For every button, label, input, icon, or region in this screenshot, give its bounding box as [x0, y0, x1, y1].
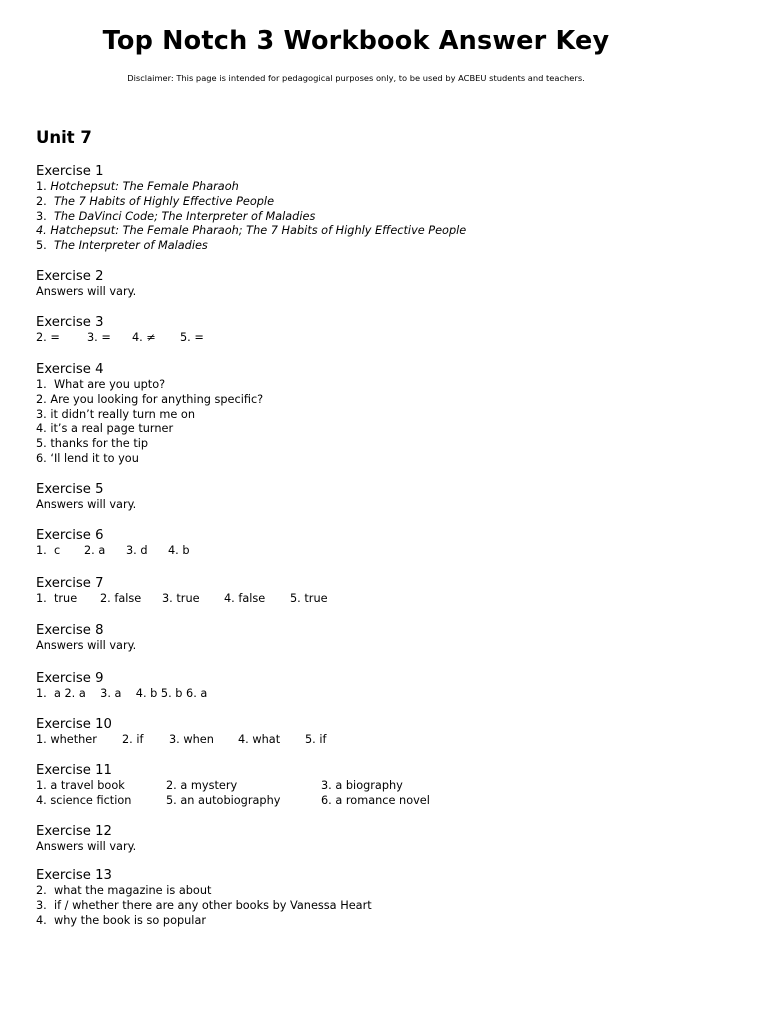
unit-heading: Unit 7 [36, 128, 92, 147]
exercise-8 [36, 622, 136, 654]
answer-line: 2. what the magazine is about [36, 884, 212, 897]
answer-number: 5. [36, 239, 54, 253]
answer-line [36, 733, 327, 748]
answer-number: 3. [36, 209, 54, 223]
exercise-heading: Exercise 3 [36, 315, 104, 330]
answer-line [36, 793, 430, 809]
answer-number: 4. [36, 224, 51, 238]
answer-item: 3. a biography [321, 779, 403, 792]
answer-item: 5. an autobiography [166, 793, 281, 807]
answer-line [36, 210, 466, 225]
answer-line [36, 195, 466, 210]
exercise-13 [36, 867, 372, 928]
exercise-2 [36, 268, 136, 300]
book-title: Hotchepsut: The Female Pharaoh [50, 180, 239, 193]
answer-line: 4. it’s a real page turner [36, 422, 174, 436]
exercise-11 [36, 762, 430, 809]
answer-item: 4. science fiction [36, 793, 132, 807]
exercise-3 [36, 314, 204, 346]
answer-line [36, 224, 466, 239]
answer-item: 4. false [224, 592, 266, 605]
answer-line [36, 544, 190, 559]
answer-line: Answers will vary. [36, 639, 137, 652]
answer-item: 6. a romance novel [321, 793, 430, 807]
answer-item: 4. b [168, 544, 190, 557]
answer-item: 2. a mystery [166, 779, 238, 792]
answer-line: 5. thanks for the tip [36, 437, 149, 451]
answer-item: 2. a [84, 544, 106, 557]
answer-line [36, 592, 328, 607]
answer-line: Answers will vary. [36, 285, 137, 298]
answer-item: 2. if [122, 733, 144, 746]
exercise-6 [36, 527, 190, 559]
exercise-heading: Exercise 8 [36, 623, 104, 638]
disclaimer-text: Disclaimer: This page is intended for pedagogical purposes only, to be used by ACBEU students and teachers. [127, 73, 585, 83]
exercise-7 [36, 575, 328, 607]
book-title: The Interpreter of Maladies [53, 239, 208, 253]
answer-line: Answers will vary. [36, 498, 137, 511]
exercise-heading: Exercise 11 [36, 763, 112, 778]
book-title: The 7 Habits of Highly Effective People [53, 194, 275, 208]
answer-item: 1. true [36, 592, 78, 605]
answer-item: 5. if [305, 733, 327, 746]
answer-item: 4. what [238, 733, 281, 746]
exercise-heading: Exercise 6 [36, 528, 104, 543]
answer-line: 3. if / whether there are any other books by Vanessa Heart [36, 898, 372, 912]
book-title: Hatchepsut: The Female Pharaoh; The 7 Habits of Highly Effective People [50, 224, 467, 238]
exercise-10 [36, 716, 327, 748]
exercise-heading: Exercise 12 [36, 824, 112, 839]
answer-item: 1. whether [36, 733, 97, 746]
answer-item: 3. when [169, 733, 214, 746]
exercise-heading: Exercise 7 [36, 576, 104, 591]
exercise-1 [36, 163, 466, 254]
answer-line: 4. why the book is so popular [36, 913, 207, 927]
exercise-5 [36, 481, 136, 513]
exercise-heading: Exercise 13 [36, 868, 112, 883]
answer-item: 2. = [36, 331, 60, 344]
exercise-heading: Exercise 5 [36, 482, 104, 497]
answer-line: 2. Are you looking for anything specific? [36, 392, 264, 406]
answer-line: 6. ‘Il lend it to you [36, 451, 139, 465]
exercise-4 [36, 361, 263, 467]
answer-item: 3. = [87, 331, 111, 344]
answer-number: 1. [36, 180, 51, 193]
answer-line: 1. a 2. a 3. a 4. b 5. b 6. a [36, 687, 208, 700]
answer-item: 1. a travel book [36, 779, 125, 792]
answer-line: 1. What are you upto? [36, 378, 166, 391]
answer-line [36, 331, 204, 346]
answer-item: 3. d [126, 544, 148, 557]
exercise-heading: Exercise 1 [36, 164, 104, 179]
exercise-9 [36, 670, 207, 702]
answer-line [36, 239, 466, 254]
answer-item: 1. c [36, 544, 61, 557]
answer-item: 5. = [180, 331, 204, 344]
answer-item: 3. true [162, 592, 200, 605]
answer-item: 4. ≠ [132, 331, 156, 344]
exercise-heading: Exercise 2 [36, 269, 104, 284]
exercise-heading: Exercise 4 [36, 362, 104, 377]
answer-line: 3. it didn’t really turn me on [36, 407, 196, 421]
answer-line [36, 779, 403, 794]
answer-item: 2. false [100, 592, 142, 605]
book-title: The DaVinci Code; The Interpreter of Maladies [53, 209, 316, 223]
answer-number: 2. [36, 194, 54, 208]
document-title: Top Notch 3 Workbook Answer Key [102, 26, 610, 56]
exercise-12 [36, 823, 136, 855]
answer-line: Answers will vary. [36, 840, 137, 853]
exercise-heading: Exercise 9 [36, 671, 104, 686]
exercise-heading: Exercise 10 [36, 717, 112, 732]
answer-item: 5. true [290, 592, 328, 605]
answer-line [36, 180, 466, 195]
